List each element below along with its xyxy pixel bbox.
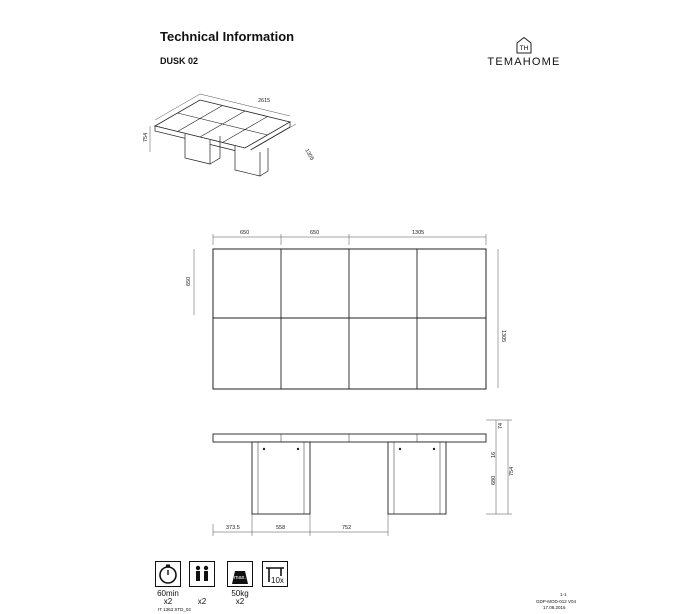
fasteners-count: 10x: [271, 576, 284, 585]
two-persons-icon: [189, 561, 215, 587]
max-label: max.: [234, 575, 246, 581]
max-weight-count: x2: [235, 597, 245, 606]
wall-fixing-icon: [262, 561, 288, 587]
page-title: Technical Information: [160, 29, 295, 44]
top-dim-b: 650: [310, 230, 320, 236]
front-dim-bottom-c: 752: [342, 525, 352, 531]
isometric-view: [140, 90, 340, 185]
top-dim-right: 1305: [500, 330, 506, 343]
front-dim-top: 74: [498, 422, 504, 429]
iso-length-label: 2615: [258, 98, 271, 104]
logo-letters: TH: [519, 45, 529, 52]
front-dim-leg: 680: [491, 475, 497, 485]
iso-width-label: 1305: [303, 148, 315, 162]
document-date: 17.08.2016: [543, 605, 566, 610]
top-dim-c: 1305: [412, 230, 425, 236]
assembly-time: 60min: [157, 589, 179, 598]
persons-count: x2: [197, 597, 207, 606]
front-dim-bottom-b: 558: [276, 525, 286, 531]
brand-logo: [474, 36, 574, 68]
house-icon: [515, 36, 533, 54]
top-dim-a: 650: [240, 230, 250, 236]
brand-name: TEMAHOME: [487, 56, 561, 68]
front-view: [190, 412, 520, 537]
page-number: 1-1: [560, 592, 567, 597]
model-name: DUSK 02: [160, 56, 199, 66]
product-code: IT 1363 STD_02: [158, 607, 191, 612]
max-weight-icon: [227, 561, 253, 587]
assembly-time-count: x2: [163, 597, 173, 606]
front-dim-bottom-a: 373.5: [226, 525, 240, 531]
max-weight: 50kg: [231, 589, 249, 598]
top-dim-left: 650: [186, 276, 192, 286]
top-view: [186, 225, 520, 395]
assembly-time-icon: [155, 561, 181, 587]
iso-height-label: 754: [143, 132, 149, 142]
front-dim-total: 754: [509, 466, 515, 476]
front-dim-gap: 16: [491, 451, 497, 458]
document-code: GDP-MOD-012 V04: [536, 599, 577, 604]
